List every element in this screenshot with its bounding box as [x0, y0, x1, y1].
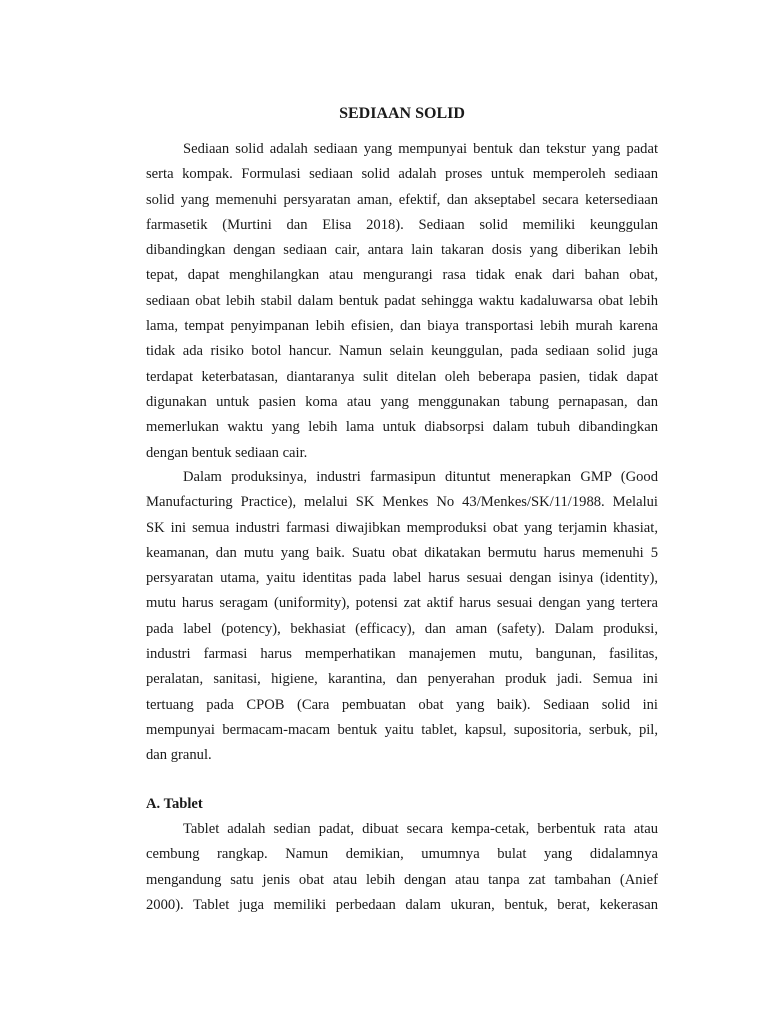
paragraph-line: sediaan obat lebih stabil dalam bentuk padat sehingga waktu kadaluwarsa obat lebih — [146, 292, 658, 309]
paragraph-line: cembung rangkap. Namun demikian, umumnya bulat yang didalamnya — [146, 846, 658, 863]
paragraph-line: industri farmasi harus memperhatikan manajemen mutu, bangunan, fasilitas, — [146, 646, 658, 663]
paragraph-line: dengan bentuk sediaan cair. — [146, 444, 308, 461]
paragraph-line: Manufacturing Practice), melalui SK Menkes No 43/Menkes/SK/11/1988. Melalui — [146, 494, 658, 511]
paragraph-line: mempunyai bermacam-macam bentuk yaitu tablet, kapsul, supositoria, serbuk, pil, — [146, 721, 658, 738]
document-title: SEDIAAN SOLID — [339, 105, 465, 122]
paragraph-tablet — [146, 817, 658, 918]
paragraph-line: persyaratan utama, yaitu identitas pada label harus sesuai dengan isinya (identity), — [146, 570, 658, 587]
paragraph-line: tertuang pada CPOB (Cara pembuatan obat yang baik). Sediaan solid ini — [146, 696, 658, 713]
paragraph-line: digunakan untuk pasien koma atau yang menggunakan tabung pernapasan, dan — [146, 393, 658, 410]
paragraph-line: Sediaan solid adalah sediaan yang mempunyai bentuk dan tekstur yang padat — [183, 141, 658, 157]
paragraph-line: peralatan, sanitasi, higiene, karantina, dan penyerahan produk jadi. Semua ini — [146, 671, 658, 688]
paragraph-gmp — [146, 465, 658, 769]
paragraph-intro — [146, 137, 658, 466]
paragraph-line: mutu harus seragam (uniformity), potensi zat aktif harus sesuai dengan yang tertera — [146, 595, 658, 612]
paragraph-line: tepat, dapat menghilangkan atau mengurangi rasa tidak enak dari bahan obat, — [146, 267, 658, 284]
paragraph-line: solid yang memenuhi persyaratan aman, efektif, dan akseptabel secara ketersediaan — [146, 191, 658, 208]
paragraph-line: mengandung satu jenis obat atau lebih dengan atau tanpa zat tambahan (Anief — [146, 871, 658, 888]
paragraph-line: memerlukan waktu yang lebih lama untuk diabsorpsi dalam tubuh dibandingkan — [146, 419, 658, 436]
section-heading-tablet: A. Tablet — [146, 796, 203, 812]
paragraph-line: lama, tempat penyimpanan lebih efisien, dan biaya transportasi lebih murah karena — [146, 318, 658, 335]
paragraph-line: farmasetik (Murtini dan Elisa 2018). Sediaan solid memiliki keunggulan — [146, 216, 658, 233]
paragraph-line: Tablet adalah sedian padat, dibuat secara kempa-cetak, berbentuk rata atau — [183, 821, 658, 837]
paragraph-line: terdapat keterbatasan, diantaranya sulit ditelan oleh beberapa pasien, tidak dapat — [146, 368, 658, 385]
paragraph-line: keamanan, dan mutu yang baik. Suatu obat dikatakan bermutu harus memenuhi 5 — [146, 544, 658, 561]
paragraph-line: dan granul. — [146, 747, 212, 764]
paragraph-line: 2000). Tablet juga memiliki perbedaan dalam ukuran, bentuk, berat, kekerasan — [146, 896, 658, 913]
paragraph-line: SK ini semua industri farmasi diwajibkan memproduksi obat yang terjamin khasiat, — [146, 519, 658, 536]
paragraph-line: dibandingkan dengan sediaan cair, antara lain takaran dosis yang diberikan lebih — [146, 242, 658, 259]
paragraph-line: pada label (potency), bekhasiat (efficacy), dan aman (safety). Dalam produksi, — [146, 620, 658, 637]
paragraph-line: Dalam produksinya, industri farmasipun dituntut menerapkan GMP (Good — [183, 469, 658, 485]
paragraph-line: serta kompak. Formulasi sediaan solid adalah proses untuk memperoleh sediaan — [146, 166, 658, 183]
paragraph-line: tidak ada risiko botol hancur. Namun selain keunggulan, pada sediaan solid juga — [146, 343, 658, 360]
